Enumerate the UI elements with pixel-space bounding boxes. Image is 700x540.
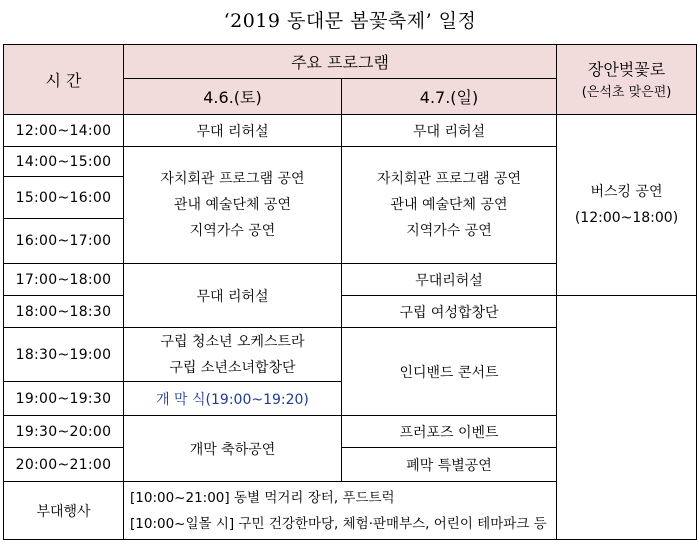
day2-performances [342, 147, 557, 264]
extra-line: [10:00~일몰 시] 구민 건강한마당, 체험·판매부스, 어린이 테마파크 등 [130, 515, 547, 532]
time-slot: 20:00~21:00 [4, 448, 124, 482]
perf-line: 지역가수 공연 [189, 223, 276, 239]
busking-cell [557, 115, 697, 296]
perf-line: 관내 예술단체 공연 [173, 197, 292, 213]
time-slot: 18:00~18:30 [4, 296, 124, 328]
day1-header: 4.6.(토) [124, 79, 342, 115]
day1-rehearsal: 무대 리허설 [124, 115, 342, 147]
time-slot: 12:00~14:00 [4, 115, 124, 147]
time-slot: 19:30~20:00 [4, 416, 124, 448]
busking-title: 버스킹 공연 [590, 184, 663, 200]
day2-choir: 구립 여성합창단 [342, 296, 557, 328]
day2-rehearsal-2: 무대리허설 [342, 264, 557, 296]
side-header-sub: (은석초 맞은편) [581, 84, 672, 100]
time-slot: 16:00~17:00 [4, 219, 124, 264]
perf-line: 자치회관 프로그램 공연 [376, 171, 522, 187]
perf-line: 지역가수 공연 [406, 223, 492, 239]
day2-propose-event: 프러포즈 이벤트 [342, 416, 557, 448]
perf-line: 관내 예술단체 공연 [390, 197, 508, 213]
perf-line: 자치회관 프로그램 공연 [160, 171, 305, 187]
time-header: 시 간 [4, 45, 124, 115]
time-slot: 17:00~18:00 [4, 264, 124, 296]
extra-label: 부대행사 [4, 482, 124, 540]
busking-time: (12:00~18:00) [574, 210, 679, 226]
day2-closing: 폐막 특별공연 [342, 448, 557, 482]
day1-orchestra [124, 328, 342, 382]
main-program-header: 주요 프로그램 [124, 45, 557, 79]
time-slot: 15:00~16:00 [4, 177, 124, 219]
day2-indie-concert: 인디밴드 콘서트 [342, 328, 557, 416]
orch-line: 구립 청소년 오케스트라 [160, 333, 305, 350]
orch-line: 구립 소년소녀합창단 [169, 359, 296, 376]
side-header [557, 45, 697, 115]
side-header-title: 장안벚꽃로 [587, 59, 666, 79]
day2-rehearsal: 무대 리허설 [342, 115, 557, 147]
page-title: ‘2019 동대문 봄꽃축제’ 일정 [223, 10, 477, 32]
schedule-table [3, 44, 697, 540]
day1-rehearsal-2: 무대 리허설 [124, 264, 342, 328]
time-slot: 14:00~15:00 [4, 147, 124, 177]
day2-header: 4.7.(일) [342, 79, 557, 115]
day1-performances [124, 147, 342, 264]
extra-events [124, 482, 697, 540]
day1-celebration: 개막 축하공연 [124, 416, 342, 482]
day1-opening-ceremony: 개 막 식(19:00~19:20) [124, 382, 342, 416]
time-slot: 19:00~19:30 [4, 382, 124, 416]
extra-line: [10:00~21:00] 동별 먹거리 장터, 푸드트럭 [130, 489, 395, 506]
time-slot: 18:30~19:00 [4, 328, 124, 382]
